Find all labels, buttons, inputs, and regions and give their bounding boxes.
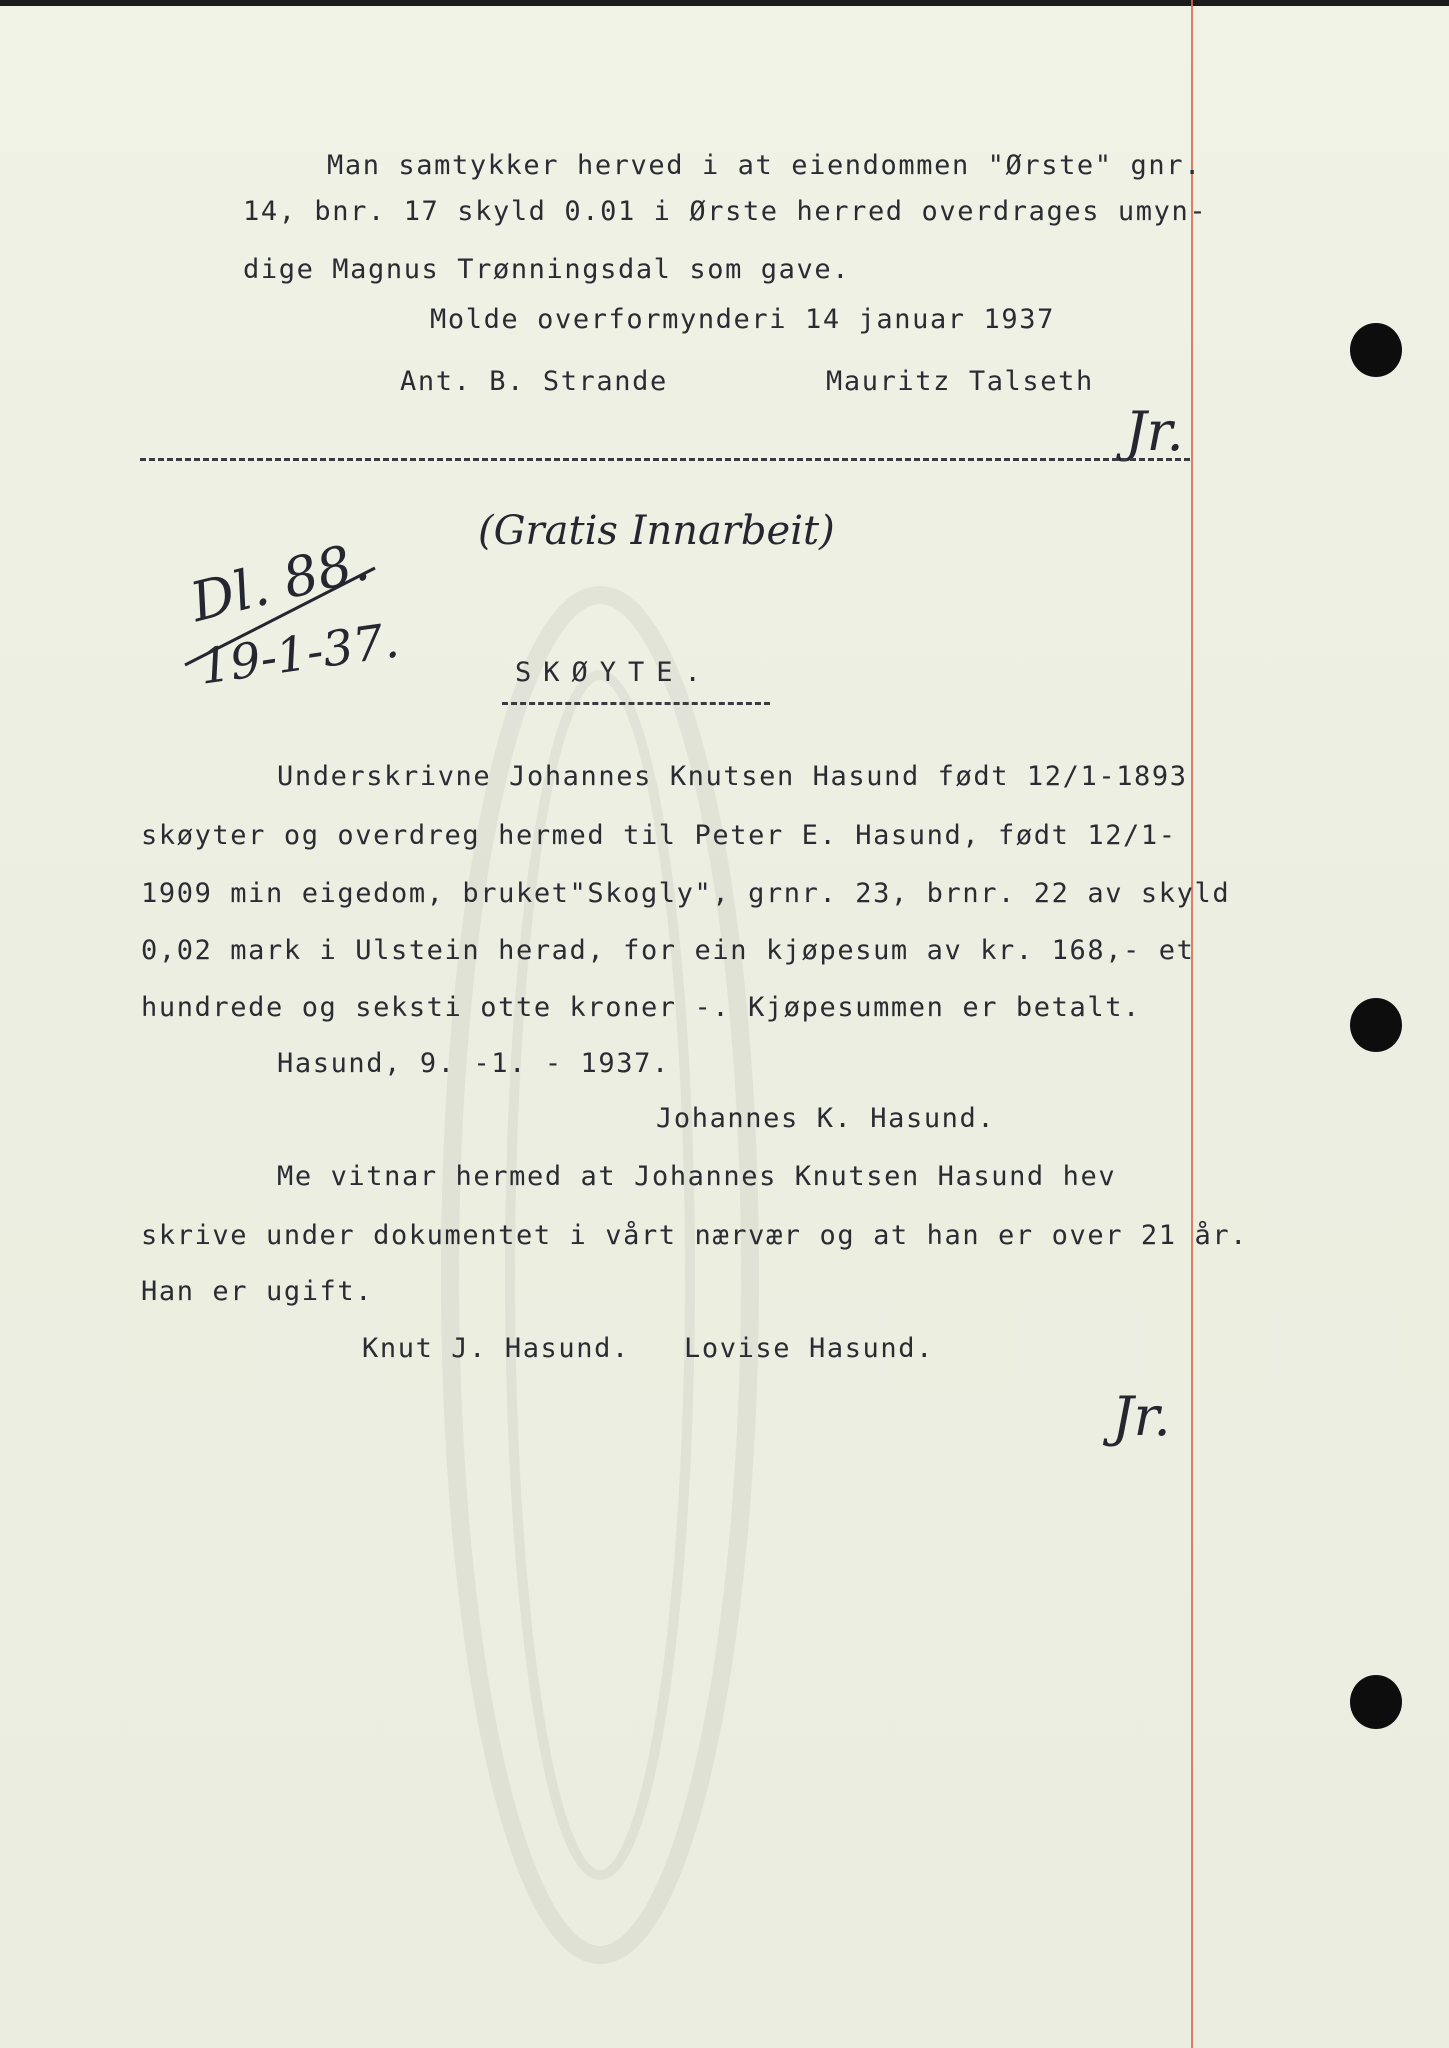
deed-line-4: 0,02 mark i Ulstein herad, for ein kjøpesum av kr. 168,- et	[141, 935, 1195, 966]
deed-line-2: skøyter og overdreg hermed til Peter E. Hasund, født 12/1-	[141, 820, 1177, 851]
consent-line-3: dige Magnus Trønningsdal som gave.	[243, 254, 851, 285]
punch-hole-top	[1350, 323, 1402, 377]
witness-signature-1: Knut J. Hasund.	[362, 1333, 630, 1364]
document-heading: SKØYTE.	[515, 657, 713, 688]
deed-line-5: hundrede og seksti otte kroner -. Kjøpesummen er betalt.	[141, 992, 1141, 1023]
witness-line-3: Han er ugift.	[141, 1276, 374, 1307]
witness-signature-2: Lovise Hasund.	[684, 1333, 934, 1364]
heading-underline	[502, 702, 770, 705]
witness-line-1: Me vitnar hermed at Johannes Knutsen Hasund hev	[277, 1161, 1117, 1192]
margin-rule	[1191, 0, 1193, 2048]
consent-place-date: Molde overformynderi 14 januar 1937	[430, 304, 1055, 335]
handwritten-reference-date: 19-1-37.	[196, 612, 403, 696]
deed-line-1: Underskrivne Johannes Knutsen Hasund født 12/1-1893	[277, 761, 1188, 792]
initials-mark-bottom: Jr.	[1112, 1385, 1171, 1448]
handwritten-gratis: (Gratis Innarbeit)	[478, 508, 835, 554]
consent-signatory-1: Ant. B. Strande	[400, 366, 668, 397]
deed-signature: Johannes K. Hasund.	[656, 1103, 996, 1134]
deed-line-3: 1909 min eigedom, bruket"Skogly", grnr. 23, brnr. 22 av skyld	[141, 878, 1231, 909]
punch-hole-bottom	[1350, 1675, 1402, 1729]
handwritten-reference-number: Dl. 88.	[184, 529, 376, 635]
consent-line-1: Man samtykker herved i at eiendommen "Ørste" gnr.	[327, 150, 1202, 181]
consent-signatory-2: Mauritz Talseth	[826, 366, 1094, 397]
initials-mark-top: Jr.	[1125, 400, 1184, 463]
deed-place-date: Hasund, 9. -1. - 1937.	[277, 1048, 670, 1079]
witness-line-2: skrive under dokumentet i vårt nærvær og at han er over 21 år.	[141, 1220, 1249, 1251]
punch-hole-middle	[1350, 998, 1402, 1052]
section-separator	[140, 458, 1190, 461]
consent-line-2: 14, bnr. 17 skyld 0.01 i Ørste herred overdrages umyn-	[243, 196, 1208, 227]
scan-top-edge	[0, 0, 1449, 6]
